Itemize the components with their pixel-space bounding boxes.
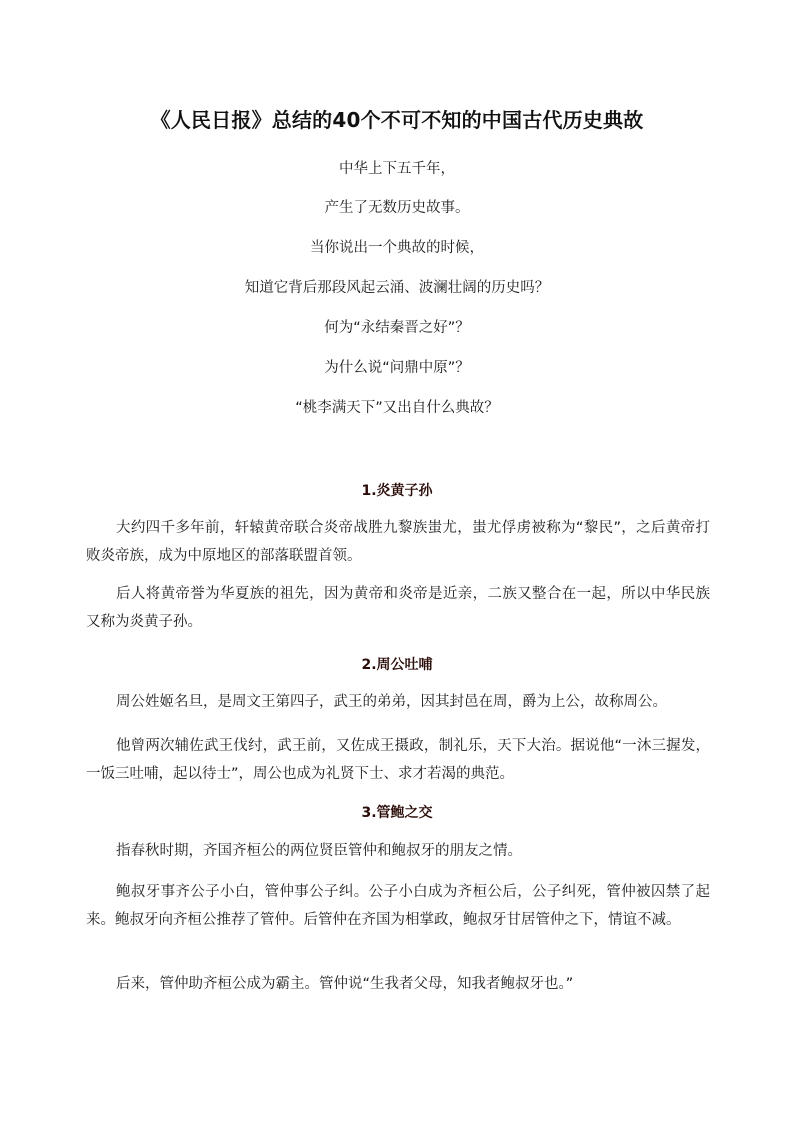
section-heading: 2.周公吐哺 xyxy=(361,657,433,673)
intro-line: 何为“永结秦晋之好”？ xyxy=(324,320,470,336)
section-heading: 3.管鲍之交 xyxy=(361,805,433,821)
paragraph: 周公姓姬名旦，是周文王第四子，武王的弟弟，因其封邑在周，爵为上公，故称周公。 xyxy=(116,694,667,710)
intro-line: 知道它背后那段风起云涌、波澜壮阔的历史吗？ xyxy=(244,280,550,296)
paragraph: 大约四千多年前，轩辕黄帝联合炎帝战胜九黎族蚩尤，蚩尤俘虏被称为“黎民”，之后黄帝打败炎帝族，成为中原地区的部落联盟首领。 xyxy=(86,520,710,564)
paragraph: 鲍叔牙事齐公子小白，管仲事公子纠。公子小白成为齐桓公后，公子纠死，管仲被囚禁了起来。鲍叔牙向齐桓公推荐了管仲。后管仲在齐国为相掌政，鲍叔牙甘居管仲之下，情谊不减。 xyxy=(86,884,710,928)
paragraph: 后人将黄帝誉为华夏族的祖先，因为黄帝和炎帝是近亲，二族又整合在一起，所以中华民族又称为炎黄子孙。 xyxy=(86,586,710,630)
intro-line: 中华上下五千年， xyxy=(339,161,455,177)
paragraph: 指春秋时期，齐国齐桓公的两位贤臣管仲和鲍叔牙的朋友之情。 xyxy=(116,843,522,859)
intro-line: 当你说出一个典故的时候， xyxy=(310,240,484,256)
intro-line: 为什么说“问鼎中原”？ xyxy=(324,360,470,376)
paragraph: 后来，管仲助齐桓公成为霸主。管仲说“生我者父母，知我者鲍叔牙也。” xyxy=(116,976,574,992)
intro-line: 产生了无数历史故事。 xyxy=(324,200,470,216)
section-heading: 1.炎黄子孙 xyxy=(361,483,433,499)
document-title: 《人民日报》总结的40个不可不知的中国古代历史典故 xyxy=(150,108,644,132)
intro-line: “桃李满天下”又出自什么典故？ xyxy=(295,400,499,416)
paragraph: 他曾两次辅佐武王伐纣，武王前，又佐成王摄政，制礼乐，天下大治。据说他“一沐三握发，一饭三吐哺，起以待士”，周公也成为礼贤下士、求才若渴的典范。 xyxy=(86,738,710,782)
